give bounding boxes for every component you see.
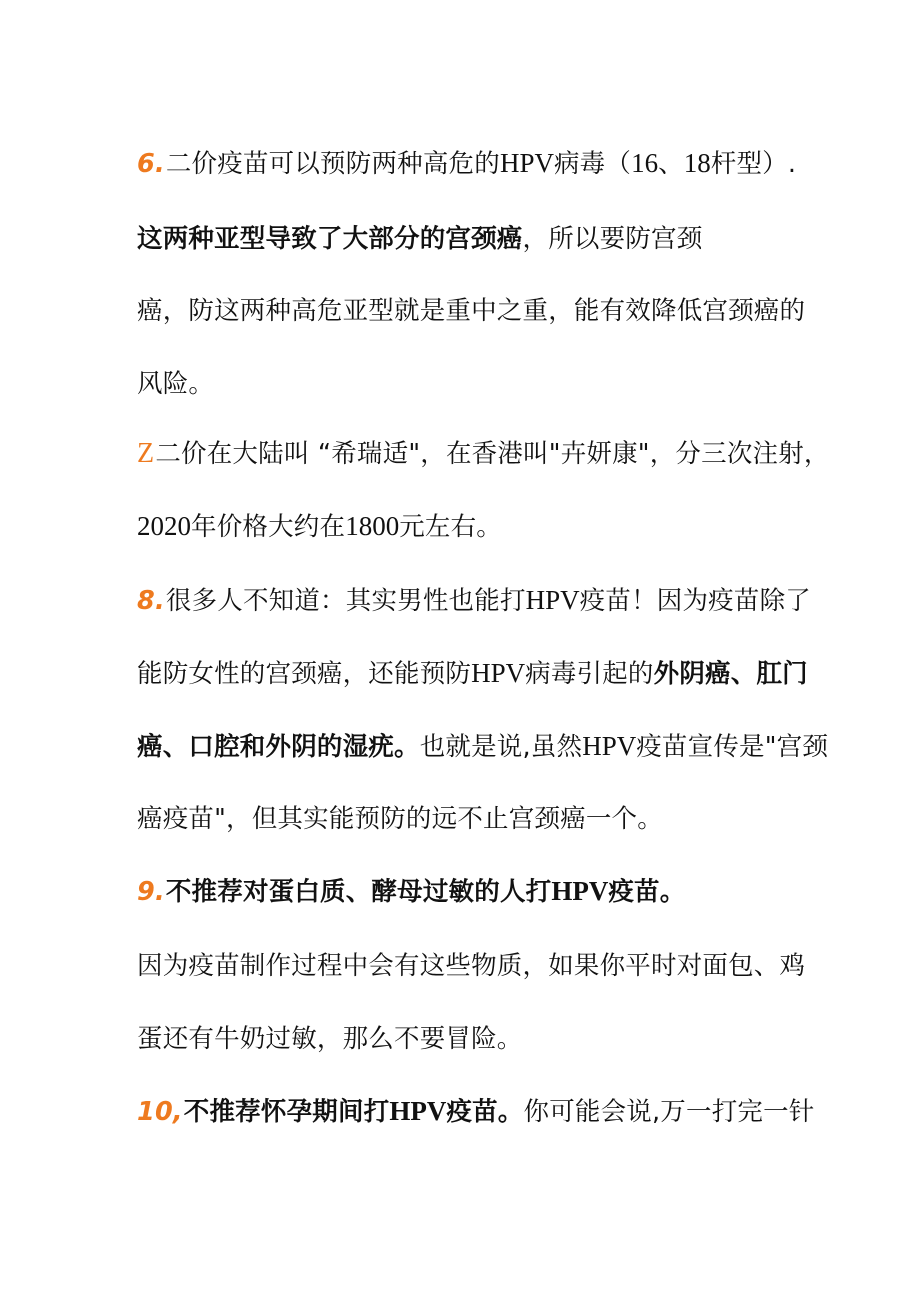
- item-10-number: 10,: [137, 1097, 183, 1127]
- item-6-line-1: [137, 146, 796, 181]
- text-span: 你可能会说,万一打完一针: [523, 1097, 815, 1127]
- hpv-term: HPV: [499, 148, 554, 178]
- number-text: 1800: [345, 511, 400, 541]
- text-span: 年价格大约在: [191, 512, 346, 542]
- bold-text: 这两种亚型导致了大部分的宫颈癌: [137, 224, 523, 254]
- item-9-line-1: [137, 874, 685, 909]
- text-span: 很多人不知道：其实男性也能打: [165, 586, 526, 616]
- bold-text: 不推荐对蛋白质、酵母过敏的人打: [165, 877, 552, 907]
- text-span: 能防女性的宫颈癌，还能预防: [137, 659, 472, 689]
- hpv-term: HPV: [389, 1096, 447, 1126]
- bold-text: 不推荐怀孕期间打: [183, 1097, 390, 1127]
- number-text: 18: [683, 148, 711, 178]
- bold-text: 疫苗。: [608, 877, 686, 907]
- item-8-number: 8.: [137, 586, 165, 616]
- text-span: 疫苗宣传是"宫颈: [636, 732, 829, 762]
- bold-text: 癌、口腔和外阴的湿疣。: [137, 732, 420, 762]
- hpv-term: HPV: [525, 585, 580, 615]
- item-6-number: 6.: [137, 149, 165, 179]
- text-span: 、: [658, 149, 684, 179]
- hpv-term: HPV: [471, 658, 526, 688]
- item-9-line-2: 因为疫苗制作过程中会有这些物质，如果你平时对面包、鸡: [137, 951, 806, 981]
- item-8-line-4: 癌疫苗"，但其实能预防的远不止宫颈癌一个。: [137, 804, 663, 834]
- item-9-number: 9.: [137, 877, 165, 907]
- item-9-line-3: 蛋还有牛奶过敏，那么不要冒险。: [137, 1024, 523, 1054]
- hpv-term: HPV: [551, 876, 609, 906]
- item-10-line-1: [137, 1094, 815, 1129]
- hpv-term: HPV: [582, 731, 637, 761]
- text-span: ，所以要防宫颈: [522, 224, 703, 254]
- text-span: 二价疫苗可以预防两种高危的: [165, 149, 500, 179]
- text-span: 也就是说,虽然: [419, 732, 583, 762]
- item-7-number: Z: [137, 438, 155, 469]
- item-8-line-1: [137, 583, 811, 618]
- number-text: 16: [631, 148, 659, 178]
- item-7-line-2: [137, 509, 502, 544]
- item-6-line-2: [137, 222, 702, 256]
- item-6-line-4: 风险。: [137, 369, 215, 399]
- text-span: 病毒引起的: [525, 659, 654, 689]
- item-7-line-1: [137, 437, 830, 471]
- text-span: 疫苗！因为疫苗除了: [579, 586, 811, 616]
- bold-text: 外阴癌、肛门: [653, 659, 808, 689]
- number-text: 2020: [137, 511, 191, 541]
- item-8-line-3: [137, 729, 828, 764]
- bold-text: 疫苗。: [446, 1097, 524, 1127]
- text-span: 杆型）.: [710, 149, 797, 179]
- item-6-line-3: 癌，防这两种高危亚型就是重中之重，能有效降低宫颈癌的: [137, 296, 806, 326]
- text-span: 二价在大陆叫 “希瑞适"，在香港叫"卉妍康"，分三次注射，: [155, 439, 830, 469]
- text-span: 病毒（: [553, 149, 632, 179]
- item-8-line-2: [137, 656, 808, 691]
- text-span: 元左右。: [399, 512, 503, 542]
